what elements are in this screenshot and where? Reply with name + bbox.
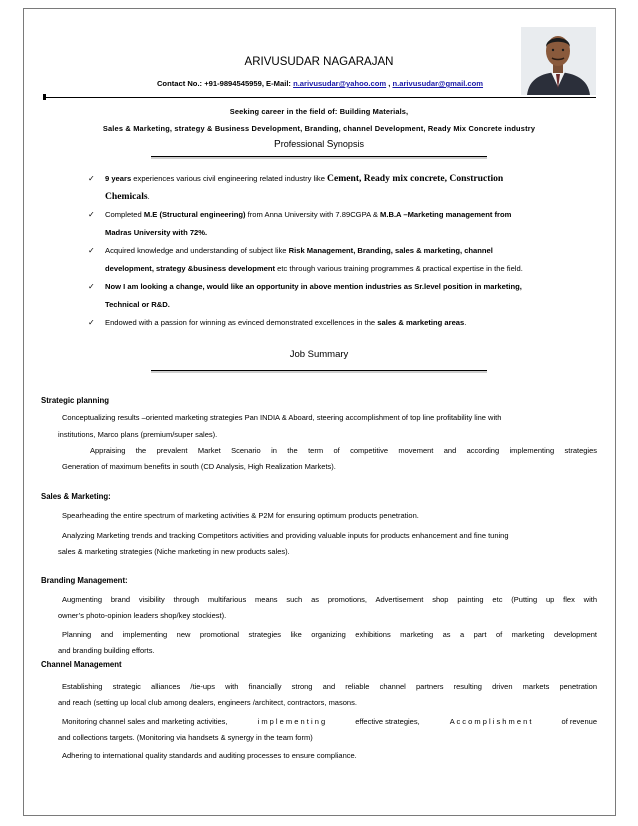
channel-text: of revenue <box>561 717 597 726</box>
portrait-icon <box>521 27 596 95</box>
strategic-para-1-line-1: Conceptualizing results –oriented marketing strategies Pan INDIA & Aboard, steering accomplishment of top line profitability line with <box>62 413 502 422</box>
channel-text: effective strategies, <box>355 717 420 726</box>
seeking-line-2: Sales & Marketing, strategy & Business Development, Branding, channel Development, Ready Mix Concrete industry <box>102 124 536 133</box>
synopsis-bullet-passion <box>88 314 598 332</box>
channel-para-1-line-1: Establishing strategic alliances /tie-ups with financially strong and reliable channel partners resulting driven markets penetration <box>62 682 597 691</box>
heading-strategic-planning: Strategic planning <box>41 396 110 405</box>
bullet-text: . <box>464 318 467 327</box>
bullet-text: etc through various training programmes & practical expertise in the field. <box>275 264 523 273</box>
strategic-para-1-line-2: institutions, Marco plans (premium/super sales). <box>58 430 218 439</box>
heading-sales-marketing: Sales & Marketing: <box>41 492 111 501</box>
bullet-bold: Madras University with 72%. <box>105 228 208 237</box>
title-part-2: ynopsis <box>333 139 364 149</box>
title-part-1: rofessional <box>280 139 327 149</box>
bullet-serif-bold: Cement, Ready mix concrete, Construction <box>327 173 504 184</box>
seeking-line-1: Seeking career in the field of: Building Materials, <box>229 107 409 116</box>
branding-para-2-line-2: and branding building efforts. <box>58 646 155 655</box>
branding-para-1-line-2: owner’s photo-opinion leaders shop/key stockiest). <box>58 611 227 620</box>
bullet-text: Acquired knowledge and understanding of subject like <box>105 246 289 255</box>
sales-para-2-line-1: Analyzing Marketing trends and tracking Competitors activities and providing valuable inputs for products enhancement and fine tuning <box>62 531 509 540</box>
bullet-serif-bold: Chemicals <box>105 191 148 202</box>
check-mark-icon: ✓ <box>88 246 95 255</box>
synopsis-bullet-change <box>88 278 598 314</box>
bullet-text: Endowed with a passion for winning as evinced demonstrated excellences in the <box>105 318 378 327</box>
bullet-text: . <box>147 192 150 201</box>
email-link-gmail[interactable]: n.arivusudar@gmail.com <box>392 79 484 88</box>
candidate-name: ARIVUSUDAR NAGARAJAN <box>244 56 394 68</box>
channel-spaced-text: i m p l e m e n t i n g <box>257 717 326 726</box>
bullet-text: Completed <box>105 210 144 219</box>
email-link-yahoo[interactable]: n.arivusudar@yahoo.com <box>293 79 387 88</box>
channel-text: Monitoring channel sales and marketing activities, <box>62 717 228 726</box>
bullet-bold: development, strategy &business development <box>105 264 276 273</box>
synopsis-bullet-experience <box>88 170 598 206</box>
sales-para-1: Spearheading the entire spectrum of marketing activities & P2M for ensuring optimum products penetration. <box>62 511 419 520</box>
email-separator: , <box>386 79 393 88</box>
check-mark-icon: ✓ <box>88 210 95 219</box>
contact-prefix: Contact No.: +91-9894545959, E-Mail: <box>156 79 294 88</box>
divider-marker <box>43 94 46 100</box>
heading-channel-management: Channel Management <box>41 660 122 669</box>
bullet-text: from Anna University with 7.89CGPA & <box>245 210 381 219</box>
synopsis-bullet-knowledge <box>88 242 598 278</box>
job-summary-rule <box>151 370 487 373</box>
synopsis-bullet-education <box>88 206 598 242</box>
channel-para-3: Adhering to international quality standards and auditing processes to ensure compliance. <box>62 751 357 760</box>
strategic-para-2-line-1: Appraising the prevalent Market Scenario in the term of competitive movement and according implementing strategies <box>90 446 597 455</box>
branding-para-2-line-1: Planning and implementing new promotional strategies like organizing exhibitions marketing as a part of marketing development <box>62 630 597 639</box>
bullet-bold: sales & marketing areas <box>377 318 465 327</box>
synopsis-bullet-list <box>88 170 598 332</box>
synopsis-rule <box>151 156 487 159</box>
profile-photo <box>521 27 596 95</box>
bullet-bold: M.B.A –Marketing management from <box>380 210 512 219</box>
title-initial-p: P <box>274 139 281 150</box>
channel-para-2-line-2: and collections targets. (Monitoring via handsets & synergy in the team form) <box>58 733 313 742</box>
bullet-bold: Now I am looking a change, would like an opportunity in above mention industries as Sr.level position in marketing, <box>105 282 522 291</box>
header-divider <box>43 97 596 98</box>
bullet-bold: Technical or R&D. <box>105 300 170 309</box>
bullet-bold: Risk Management, Branding, sales & marketing, channel <box>288 246 493 255</box>
bullet-bold: M.E (Structural engineering) <box>143 210 246 219</box>
sales-para-2-line-2: sales & marketing strategies (Niche marketing in new products sales). <box>58 547 290 556</box>
bullet-bold: 9 years <box>105 174 132 183</box>
job-summary-title: Job Summary <box>289 349 349 360</box>
check-mark-icon: ✓ <box>88 174 95 183</box>
channel-spaced-text: A c c o m p l i s h m e n t <box>449 717 532 726</box>
professional-synopsis-title <box>0 139 638 150</box>
title-initial-s: S <box>326 139 334 150</box>
branding-para-1-line-1: Augmenting brand visibility through multifarious means such as promotions, Advertisement shop painting etc (Putting up flex with <box>62 595 597 604</box>
channel-para-1-line-2: and reach (setting up local club among dealers, engineers /architect, contractors, masons. <box>58 698 357 707</box>
channel-para-2-line-1 <box>62 714 597 731</box>
heading-branding-management: Branding Management: <box>41 576 128 585</box>
bullet-text: experiences various civil engineering related industry like <box>131 174 328 183</box>
check-mark-icon: ✓ <box>88 282 95 291</box>
check-mark-icon: ✓ <box>88 318 95 327</box>
strategic-para-2-line-2: Generation of maximum benefits in south (CD Analysis, High Realization Markets). <box>62 462 336 471</box>
